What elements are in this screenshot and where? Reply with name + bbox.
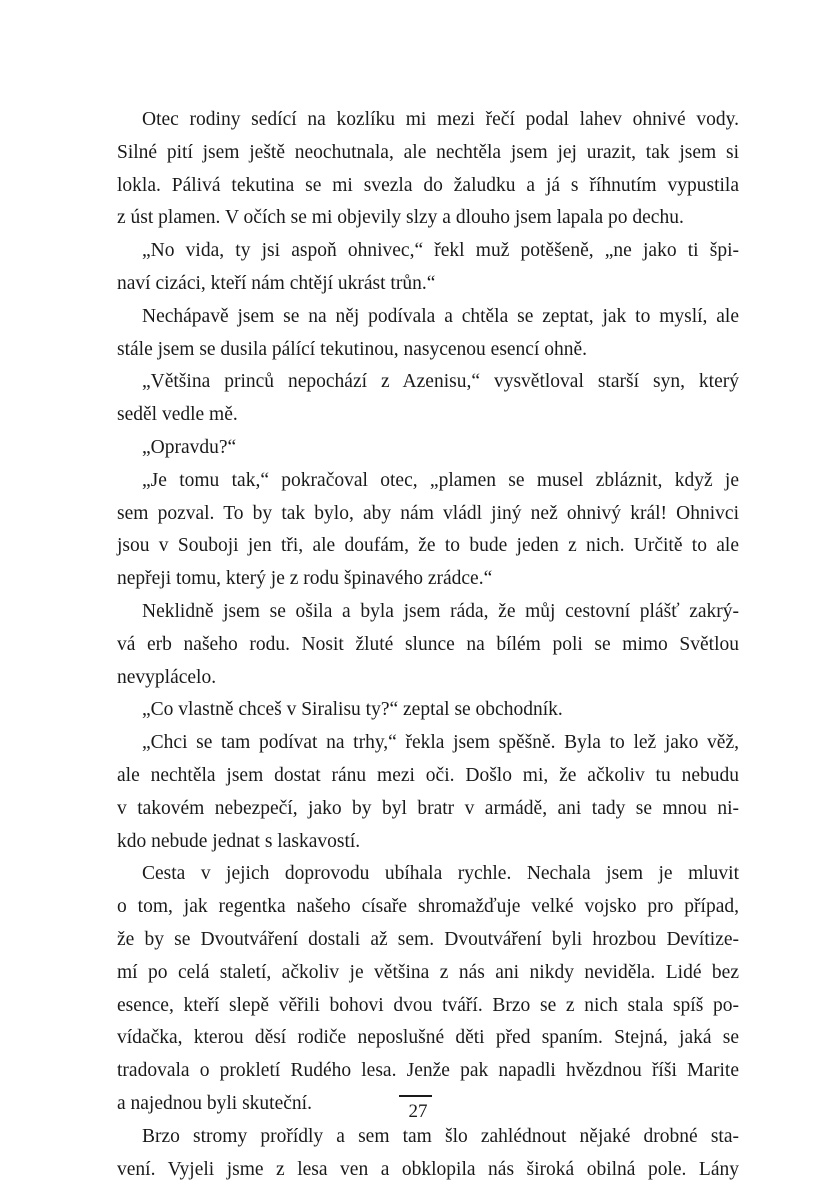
text-line: kdo nebude jednat s laskavostí.: [117, 826, 739, 859]
book-page-text: [117, 104, 739, 1186]
text-line: nevyplácelo.: [117, 662, 739, 695]
text-line: mí po celá staletí, ačkoliv je většina z nás ani nikdy neviděla. Lidé bez: [117, 957, 739, 990]
text-line: ale nechtěla jsem dostat ránu mezi oči. Došlo mi, že ačkoliv tu nebudu: [117, 760, 739, 793]
text-line: Silné pití jsem ještě neochutnala, ale nechtěla jsem jej urazit, tak jsem si: [117, 137, 739, 170]
page-number: 27: [0, 1100, 836, 1124]
text-line: vá erb našeho rodu. Nosit žluté slunce na bílém poli se mimo Světlou: [117, 629, 739, 662]
text-line: z úst plamen. V očích se mi objevily slzy a dlouho jsem lapala po dechu.: [117, 202, 739, 235]
text-line: že by se Dvoutváření dostali až sem. Dvoutváření byli hrozbou Devítize-: [117, 924, 739, 957]
text-line: tradovala o prokletí Rudého lesa. Jenže pak napadli hvězdnou říši Marite: [117, 1055, 739, 1088]
text-line: Brzo stromy prořídly a sem tam šlo zahlédnout nějaké drobné sta-: [117, 1121, 739, 1154]
text-line: stále jsem se dusila pálící tekutinou, nasycenou esencí ohně.: [117, 334, 739, 367]
text-line: seděl vedle mě.: [117, 399, 739, 432]
text-line: nepřeji tomu, který je z rodu špinavého zrádce.“: [117, 563, 739, 596]
text-line: „Chci se tam podívat na trhy,“ řekla jsem spěšně. Byla to lež jako věž,: [117, 727, 739, 760]
text-line: naví cizáci, kteří nám chtějí ukrást trůn.“: [117, 268, 739, 301]
page-number-rule: [399, 1095, 432, 1097]
text-line: Neklidně jsem se ošila a byla jsem ráda, že můj cestovní plášť zakrý-: [117, 596, 739, 629]
text-line: Nechápavě jsem se na něj podívala a chtěla se zeptat, jak to myslí, ale: [117, 301, 739, 334]
text-line: o tom, jak regentka našeho císaře shromažďuje velké vojsko pro případ,: [117, 891, 739, 924]
text-line: vení. Vyjeli jsme z lesa ven a obklopila nás široká obilná pole. Lány: [117, 1154, 739, 1186]
text-line: „No vida, ty jsi aspoň ohnivec,“ řekl muž potěšeně, „ne jako ti špi-: [117, 235, 739, 268]
text-line: „Většina princů nepochází z Azenisu,“ vysvětloval starší syn, který: [117, 366, 739, 399]
text-line: „Je tomu tak,“ pokračoval otec, „plamen se musel zbláznit, když je: [117, 465, 739, 498]
text-line: jsou v Souboji jen tři, ale doufám, že to bude jeden z nich. Určitě to ale: [117, 530, 739, 563]
text-line: v takovém nebezpečí, jako by byl bratr v armádě, ani tady se mnou ni-: [117, 793, 739, 826]
text-line: „Opravdu?“: [117, 432, 739, 465]
text-line: Cesta v jejich doprovodu ubíhala rychle. Nechala jsem je mluvit: [117, 858, 739, 891]
text-line: vídačka, kterou děsí rodiče neposlušné děti před spaním. Stejná, jaká se: [117, 1022, 739, 1055]
text-line: lokla. Pálivá tekutina se mi svezla do žaludku a já s říhnutím vypustila: [117, 170, 739, 203]
text-line: „Co vlastně chceš v Siralisu ty?“ zeptal se obchodník.: [117, 694, 739, 727]
text-line: a najednou byli skuteční.: [117, 1088, 739, 1121]
text-line: esence, kteří slepě věřili bohovi dvou tváří. Brzo se z nich stala spíš po-: [117, 990, 739, 1023]
text-line: sem pozval. To by tak bylo, aby nám vládl jiný než ohnivý král! Ohnivci: [117, 498, 739, 531]
text-line: Otec rodiny sedící na kozlíku mi mezi řečí podal lahev ohnivé vody.: [117, 104, 739, 137]
